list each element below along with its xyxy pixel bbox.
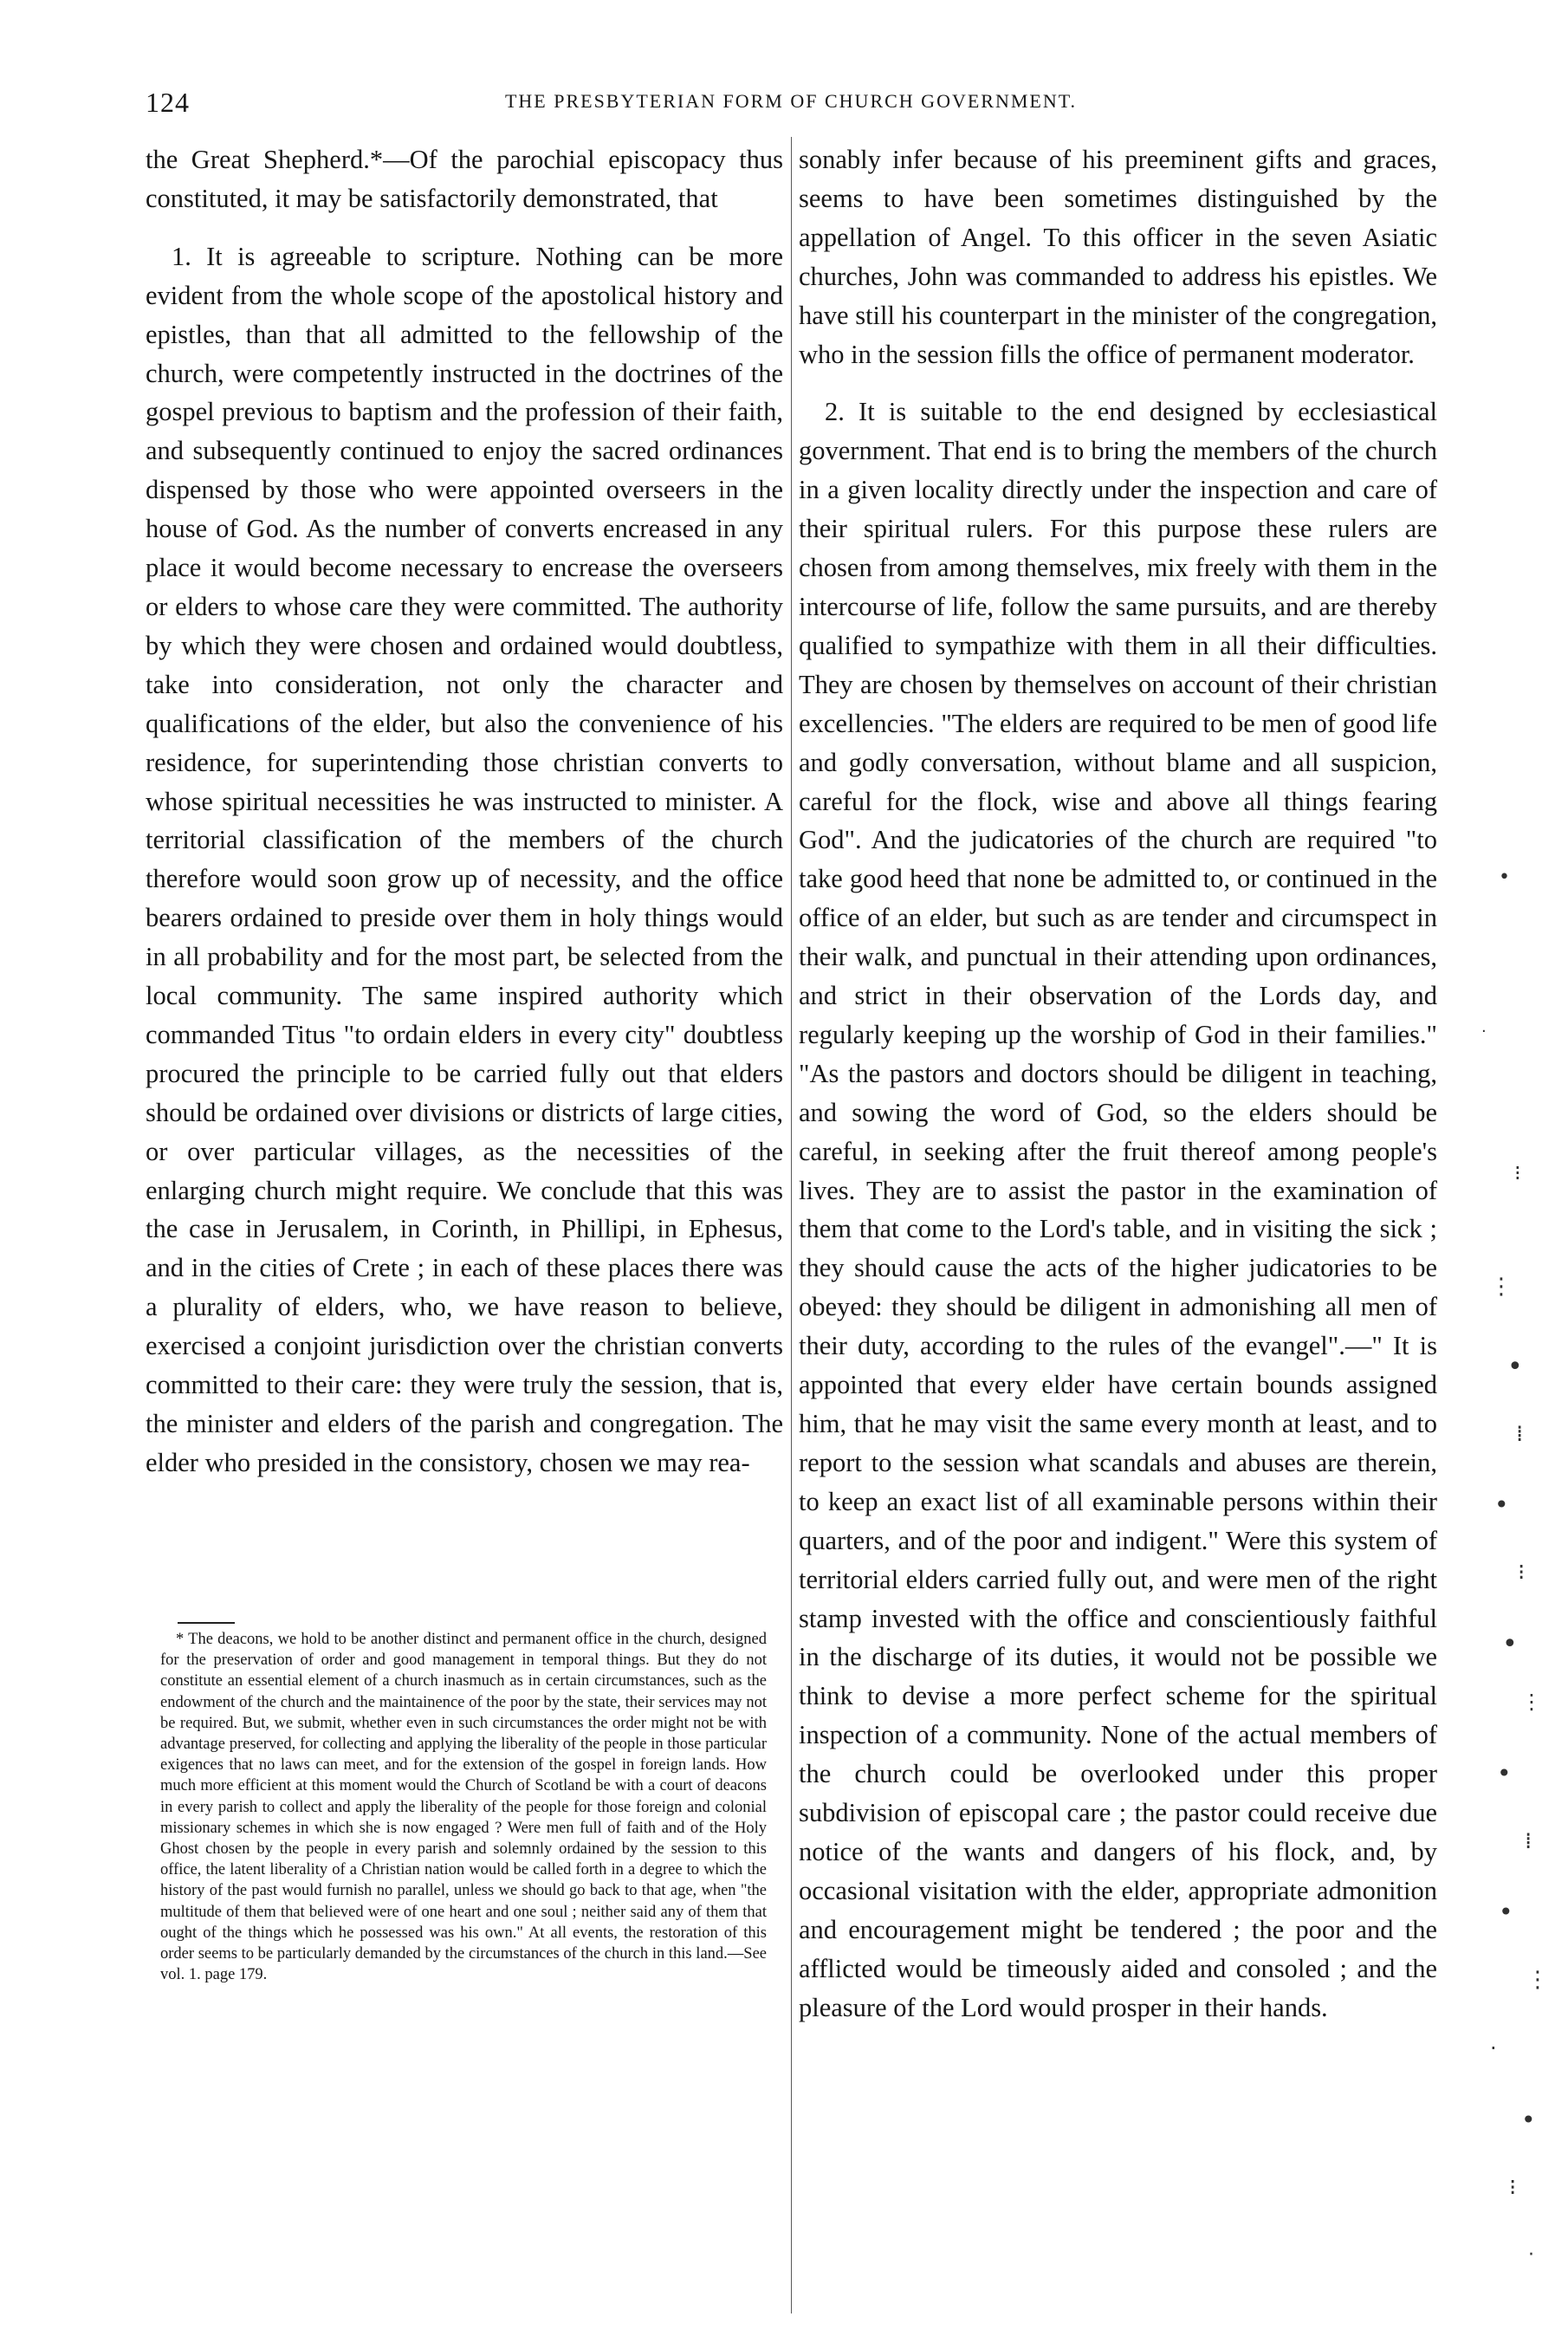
- running-head: THE PRESBYTERIAN FORM OF CHURCH GOVERNMENT.: [504, 90, 1078, 112]
- column-divider: [791, 137, 792, 2313]
- right-paragraph-2: 2. It is suitable to the end designed by ecclesiastical government. That end is to bring the members of the church in a given locality directly under the inspection and care of their spiritual rulers. For this purpose these rulers are chosen from among themselves, mix freely with them in the intercourse of life, follow the same pursuits, and are thereby qualified to sympathize with them in all their difficulties. They are chosen by themselves on account of their christian excellencies. "The elders are required to be men of good life and godly conversation, without blame and all suspicion, careful for the flock, wise and above all things fearing God". And the judicatories of the church are required "to take good heed that none be admitted to, or continued in the office of an elder, but such as are tender and circumspect in their walk, and punctual in their attending upon ordinances, and strict in their observation of the Lords day, and regularly keeping up the worship of God in their families." "As the pastors and doctors should be diligent in teaching, and sowing the word of God, so the elders should be careful, in seeking after the fruit thereof among people's lives. They are to assist the pastor in the examination of them that come to the Lord's table, and in visiting the sick ; they should cause the acts of the higher judicatories to be obeyed: they should be diligent in admonishing all men of their duty, according to the rules of the evangel".—" It is appointed that every elder have certain bounds assigned him, that he may visit the same every month at least, and to report to the session what scandals and abuses are therein, to keep an exact list of all examinable persons within their quarters, and of the poor and indigent." Were this system of territorial elders carried fully out, and were men of the right stamp invested with the office and conscientiously faithful in the discharge of its duties, it would not be possible we think to devise a more perfect scheme for the spiritual inspection of a community. None of the actual members of the church could be overlooked under this proper subdivision of episcopal care ; the pastor could receive due notice of the wants and dangers of his flock, and, by occasional visitation with the elder, appropriate admonition and encouragement might be tendered ; the poor and the afflicted would be timeously aided and consoled ; and the pleasure of the Lord would prosper in their hands.: [799, 397, 1437, 2022]
- footnote-rule: [178, 1622, 235, 1624]
- page-number: 124: [146, 87, 190, 118]
- left-paragraph-1: the Great Shepherd.*—Of the parochial episcopacy thus constituted, it may be satisfactorily demonstrated, that: [146, 145, 783, 213]
- footnote-text: * The deacons, we hold to be another distinct and permanent office in the church, designed for the preservation of order and good management in temporal things. But they do not constitute an essential element of a church inasmuch as in certain circumstances, such as the endowment of the church and the maintainence of the poor by the state, their services may not be required. But, we submit, whether even in such circumstances the order might not be with advantage preserved, for collecting and applying the liberality of the people in those particular exigences that no laws can meet, and for the extension of the gospel in foreign lands. How much more efficient at this moment would the Church of Scotland be with a court of deacons in every parish to collect and apply the liberality of the people for those foreign and colonial missionary schemes in which she is now engaged ? Were men full of faith and of the Holy Ghost chosen by the people in every parish and solemnly ordained by the session to this office, the latent liberality of a Christian nation would be called forth in a degree to which the history of the past would furnish no parallel, unless we should go back to that age, when "the multitude of them that believed were of one heart and one soul ; neither said any of them that ought of the things which he possessed was his own." At all events, the restoration of this order seems to be particularly demanded by the circumstances of the church in this land.—See vol. 1. page 179.: [160, 1631, 767, 1984]
- right-paragraph-1: sonably infer because of his preeminent gifts and graces, seems to have been sometimes distinguished by the appellation of Angel. To this officer in the seven Asiatic churches, John was commanded to address his epistles. We have still his counterpart in the minister of the congregation, who in the session fills the office of permanent moderator.: [799, 145, 1437, 369]
- scan-bleed-through-marks: • · ⁝ ⋮ • ⁞ • ⁝ • ⋮ • ⁞ • ⋮ · • ⁝ ·: [1481, 866, 1549, 2266]
- left-column: [146, 140, 783, 1483]
- page-header: [146, 87, 1436, 121]
- right-column: [799, 140, 1437, 2028]
- left-paragraph-2: 1. It is agreeable to scripture. Nothing can be more evident from the whole scope of the apostolical history and epistles, than that all admitted to the fellowship of the church, were competently instructed in the doctrines of the gospel previous to baptism and the profession of their faith, and subsequently continued to enjoy the sacred ordinances dispensed by those who were appointed overseers in the house of God. As the number of converts encreased in any place it would become necessary to encrease the overseers or elders to whose care they were committed. The authority by which they were chosen and ordained would doubtless, take into consideration, not only the character and qualifications of the elder, but also the convenience of his residence, for superintending those christian converts to whose spiritual necessities he was instructed to minister. A territorial classification of the members of the church therefore would soon grow up of necessity, and the office bearers ordained to preside over them in holy things would in all probability and for the most part, be selected from the local community. The same inspired authority which commanded Titus "to ordain elders in every city" doubtless procured the principle to be carried fully out that elders should be ordained over divisions or districts of large cities, or over particular villages, as the necessities of the enlarging church might require. We conclude that this was the case in Jerusalem, in Corinth, in Phillipi, in Ephesus, and in the cities of Crete ; in each of these places there was a plurality of elders, who, we have reason to believe, exercised a conjoint jurisdiction over the christian converts committed to their care: they were truly the session, that is, the minister and elders of the parish and congregation. The elder who presided in the consistory, chosen we may rea-: [146, 241, 783, 1477]
- footnote: [160, 1629, 767, 1985]
